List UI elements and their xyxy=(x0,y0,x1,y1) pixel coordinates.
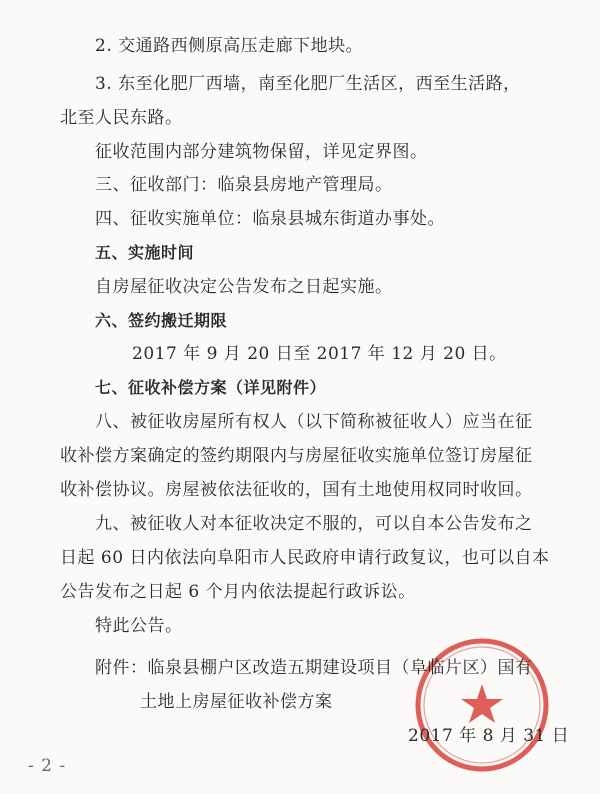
issue-date: 2017 年 8 月 31 日 xyxy=(408,726,570,746)
section-heading-compensation: 七、征收补偿方案（详见附件） xyxy=(95,378,327,397)
doc-line-1: 2. 交通路西侧原高压走廊下地块。 xyxy=(95,36,364,56)
doc-line-2: 3. 东至化肥厂西墙，南至化肥厂生活区，西至生活路， xyxy=(95,74,521,94)
doc-line-5: 三、征收部门：临泉县房地产管理局。 xyxy=(95,175,393,195)
doc-line-14: 收补偿协议。房屋被依法征收的，国有土地使用权同时收回。 xyxy=(60,480,533,500)
attachment-line-2: 土地上房屋征收补偿方案 xyxy=(140,692,333,712)
doc-line-12: 八、被征收房屋所有权人（以下简称被征收人）应当在征 xyxy=(95,412,533,432)
page-number: - 2 - xyxy=(28,756,67,776)
doc-line-8: 自房屋征收决定公告发布之日起实施。 xyxy=(95,277,393,297)
doc-line-15: 九、被征收人对本征收决定不服的，可以自本公告发布之 xyxy=(95,514,533,534)
attachment-line-1: 附件：临泉县棚户区改造五期建设项目（阜临片区）国有 xyxy=(95,658,533,678)
doc-line-4: 征收范围内部分建筑物保留，详见定界图。 xyxy=(95,142,428,162)
doc-line-6: 四、征收实施单位：临泉县城东街道办事处。 xyxy=(95,209,445,229)
section-heading-time: 五、实施时间 xyxy=(95,243,195,262)
doc-line-3: 北至人民东路。 xyxy=(60,108,183,128)
doc-line-16: 日起 60 日内依法向阜阳市人民政府申请行政复议，也可以自本 xyxy=(60,548,550,568)
doc-line-17: 公告发布之日起 6 个月内依法提起行政诉讼。 xyxy=(60,582,416,602)
section-heading-deadline: 六、签约搬迁期限 xyxy=(95,311,228,330)
doc-line-10: 2017 年 9 月 20 日至 2017 年 12 月 20 日。 xyxy=(132,344,507,364)
doc-line-18: 特此公告。 xyxy=(95,616,183,636)
doc-line-13: 收补偿方案确定的签约期限内与房屋征收实施单位签订房屋征 xyxy=(60,446,533,466)
